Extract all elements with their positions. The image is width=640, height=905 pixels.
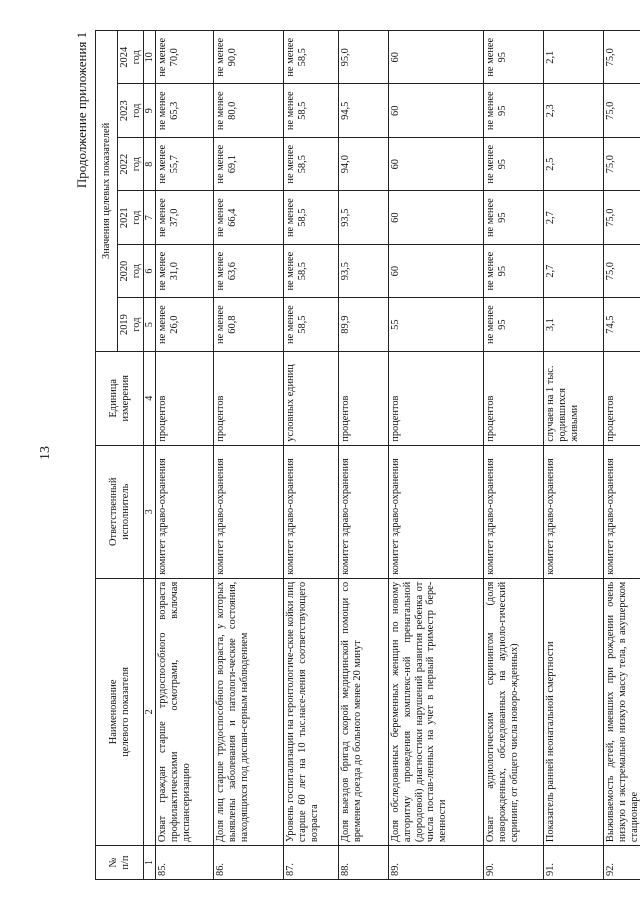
value-2023: не менее 95	[484, 84, 544, 137]
value-2023: не менее 65,3	[156, 84, 214, 137]
indicator-name: Охват граждан старше трудоспособного возраста профилактическими осмотрами, включая диспансеризацию	[156, 578, 214, 845]
col-number: 3	[144, 445, 156, 578]
value-2023: 75,0	[604, 84, 640, 137]
table-row	[339, 31, 389, 880]
header-year-2023-text: 2023 год	[119, 100, 142, 122]
continuation-caption: Продолжение приложения 1	[74, 31, 89, 189]
table-row	[156, 31, 214, 880]
header-values-group: Значения целевых показателей	[96, 31, 118, 352]
value-2024: не менее 58,5	[284, 31, 339, 85]
unit-of-measure: процентов	[389, 351, 484, 445]
value-2019: 3,1	[544, 298, 604, 351]
indicator-name: Доля обследованных беременных женщин по новому алгоритму проведения комплекс-ной пренатальной (дородовой) диагностики нарушений развития ребенка от числа постав-ленных на учет в первый триместр бере-менности	[389, 578, 484, 845]
value-2020: 93,5	[339, 244, 389, 297]
value-2022: 75,0	[604, 137, 640, 190]
value-2024: 60	[389, 31, 484, 85]
header-name	[96, 578, 144, 845]
header-year-2023	[118, 84, 144, 137]
row-number: 86.	[214, 846, 284, 880]
table-row	[484, 31, 544, 880]
row-number: 85.	[156, 846, 214, 880]
row-number: 89.	[389, 846, 484, 880]
indicator-name: Выживаемость детей, имевших при рождении очень низкую и экстремально низкую массу тела, в акушерском стационаре	[604, 578, 640, 845]
value-2020: 2,7	[544, 244, 604, 297]
responsible-executor: комитет здраво-охранения	[484, 445, 544, 578]
value-2022: 2,5	[544, 137, 604, 190]
value-2020: не менее 95	[484, 244, 544, 297]
targets-table	[95, 30, 640, 880]
value-2021: 2,7	[544, 191, 604, 244]
header-year-2022-text: 2022 год	[119, 153, 142, 175]
value-2024: 75,0	[604, 31, 640, 85]
value-2023: 2,3	[544, 84, 604, 137]
value-2024: не менее 95	[484, 31, 544, 85]
unit-of-measure: процентов	[339, 351, 389, 445]
responsible-executor: комитет здраво-охранения	[284, 445, 339, 578]
responsible-executor: комитет здраво-охранения	[214, 445, 284, 578]
col-number: 6	[144, 244, 156, 297]
value-2021: 93,5	[339, 191, 389, 244]
value-2022: не менее 58,5	[284, 137, 339, 190]
value-2022: не менее 95	[484, 137, 544, 190]
unit-of-measure: процентов	[484, 351, 544, 445]
value-2022: не менее 69,1	[214, 137, 284, 190]
header-year-2022	[118, 137, 144, 190]
indicator-name: Уровень госпитализации на геронтологиче-ские койки лиц старше 60 лет на 10 тыс.насе-ления соответствующего возраста	[284, 578, 339, 845]
value-2019: не менее 60,8	[214, 298, 284, 351]
table-row	[214, 31, 284, 880]
header-unit	[96, 351, 144, 445]
table-row	[284, 31, 339, 880]
col-number: 10	[144, 31, 156, 85]
table-row	[389, 31, 484, 880]
value-2024: 2,1	[544, 31, 604, 85]
col-number: 4	[144, 351, 156, 445]
row-number: 87.	[284, 846, 339, 880]
value-2023: 60	[389, 84, 484, 137]
value-2021: не менее 66,4	[214, 191, 284, 244]
header-year-2020-text: 2020 год	[119, 260, 142, 282]
indicator-name: Доля выездов бригад скорой медицинской помощи со временем доезда до больного менее 20 минут	[339, 578, 389, 845]
header-year-2019	[118, 298, 144, 351]
row-number: 91.	[544, 846, 604, 880]
value-2023: 94,5	[339, 84, 389, 137]
table-row	[604, 31, 640, 880]
header-no	[96, 846, 144, 880]
unit-of-measure: процентов	[604, 351, 640, 445]
value-2022: не менее 55,7	[156, 137, 214, 190]
indicator-name: Охват аудиологическим скринингом (доля новорожденных, обследованных на аудиоло-гический скрининг, от общего числа новоро-жденных)	[484, 578, 544, 845]
value-2020: не менее 58,5	[284, 244, 339, 297]
header-no-text: № п/п	[108, 855, 131, 870]
responsible-executor: комитет здраво-охранения	[604, 445, 640, 578]
row-number: 90.	[484, 846, 544, 880]
value-2019: не менее 95	[484, 298, 544, 351]
value-2021: 75,0	[604, 191, 640, 244]
col-number: 7	[144, 191, 156, 244]
header-year-2024-text: 2024 год	[119, 46, 142, 68]
indicator-name: Доля лиц старше трудоспособного возраста, у которых выявлены заболевания и патологи-ческие состояния, находящихся под диспан-серным наблюдением	[214, 578, 284, 845]
value-2019: не менее 26,0	[156, 298, 214, 351]
col-number: 9	[144, 84, 156, 137]
value-2022: 94,0	[339, 137, 389, 190]
value-2022: 60	[389, 137, 484, 190]
row-number: 92.	[604, 846, 640, 880]
page-number: 13	[38, 446, 53, 460]
responsible-executor: комитет здраво-охранения	[544, 445, 604, 578]
indicator-name: Показатель ранней неонатальной смертности	[544, 578, 604, 845]
header-responsible-text: Ответственный исполнитель	[108, 477, 131, 546]
responsible-executor: комитет здраво-охранения	[389, 445, 484, 578]
row-number: 88.	[339, 846, 389, 880]
header-name-text: Наименование целевого показателя	[108, 667, 131, 757]
value-2019: 89,9	[339, 298, 389, 351]
responsible-executor: комитет здраво-охранения	[156, 445, 214, 578]
header-year-2019-text: 2019 год	[119, 314, 142, 335]
unit-of-measure: случаев на 1 тыс. родившихся живыми	[544, 351, 604, 445]
col-number: 2	[144, 578, 156, 845]
col-number: 5	[144, 298, 156, 351]
value-2024: не менее 70,0	[156, 31, 214, 85]
value-2023: не менее 80,0	[214, 84, 284, 137]
header-unit-text: Единица измерения	[108, 375, 131, 422]
value-2021: не менее 37,0	[156, 191, 214, 244]
col-number: 1	[144, 846, 156, 880]
header-year-2021-text: 2021 год	[119, 207, 142, 229]
value-2019: 74,5	[604, 298, 640, 351]
value-2021: 60	[389, 191, 484, 244]
header-year-2021	[118, 191, 144, 244]
value-2024: 95,0	[339, 31, 389, 85]
value-2021: не менее 58,5	[284, 191, 339, 244]
value-2023: не менее 58,5	[284, 84, 339, 137]
header-year-2020	[118, 244, 144, 297]
value-2021: не менее 95	[484, 191, 544, 244]
value-2020: 75,0	[604, 244, 640, 297]
value-2020: не менее 31,0	[156, 244, 214, 297]
col-number: 8	[144, 137, 156, 190]
responsible-executor: комитет здраво-охранения	[339, 445, 389, 578]
table-row	[544, 31, 604, 880]
unit-of-measure: процентов	[156, 351, 214, 445]
value-2019: 55	[389, 298, 484, 351]
value-2024: не менее 90,0	[214, 31, 284, 85]
value-2020: 60	[389, 244, 484, 297]
header-responsible	[96, 445, 144, 578]
unit-of-measure: процентов	[214, 351, 284, 445]
value-2019: не менее 58,5	[284, 298, 339, 351]
value-2020: не менее 63,6	[214, 244, 284, 297]
unit-of-measure: условных единиц	[284, 351, 339, 445]
header-year-2024	[118, 31, 144, 85]
